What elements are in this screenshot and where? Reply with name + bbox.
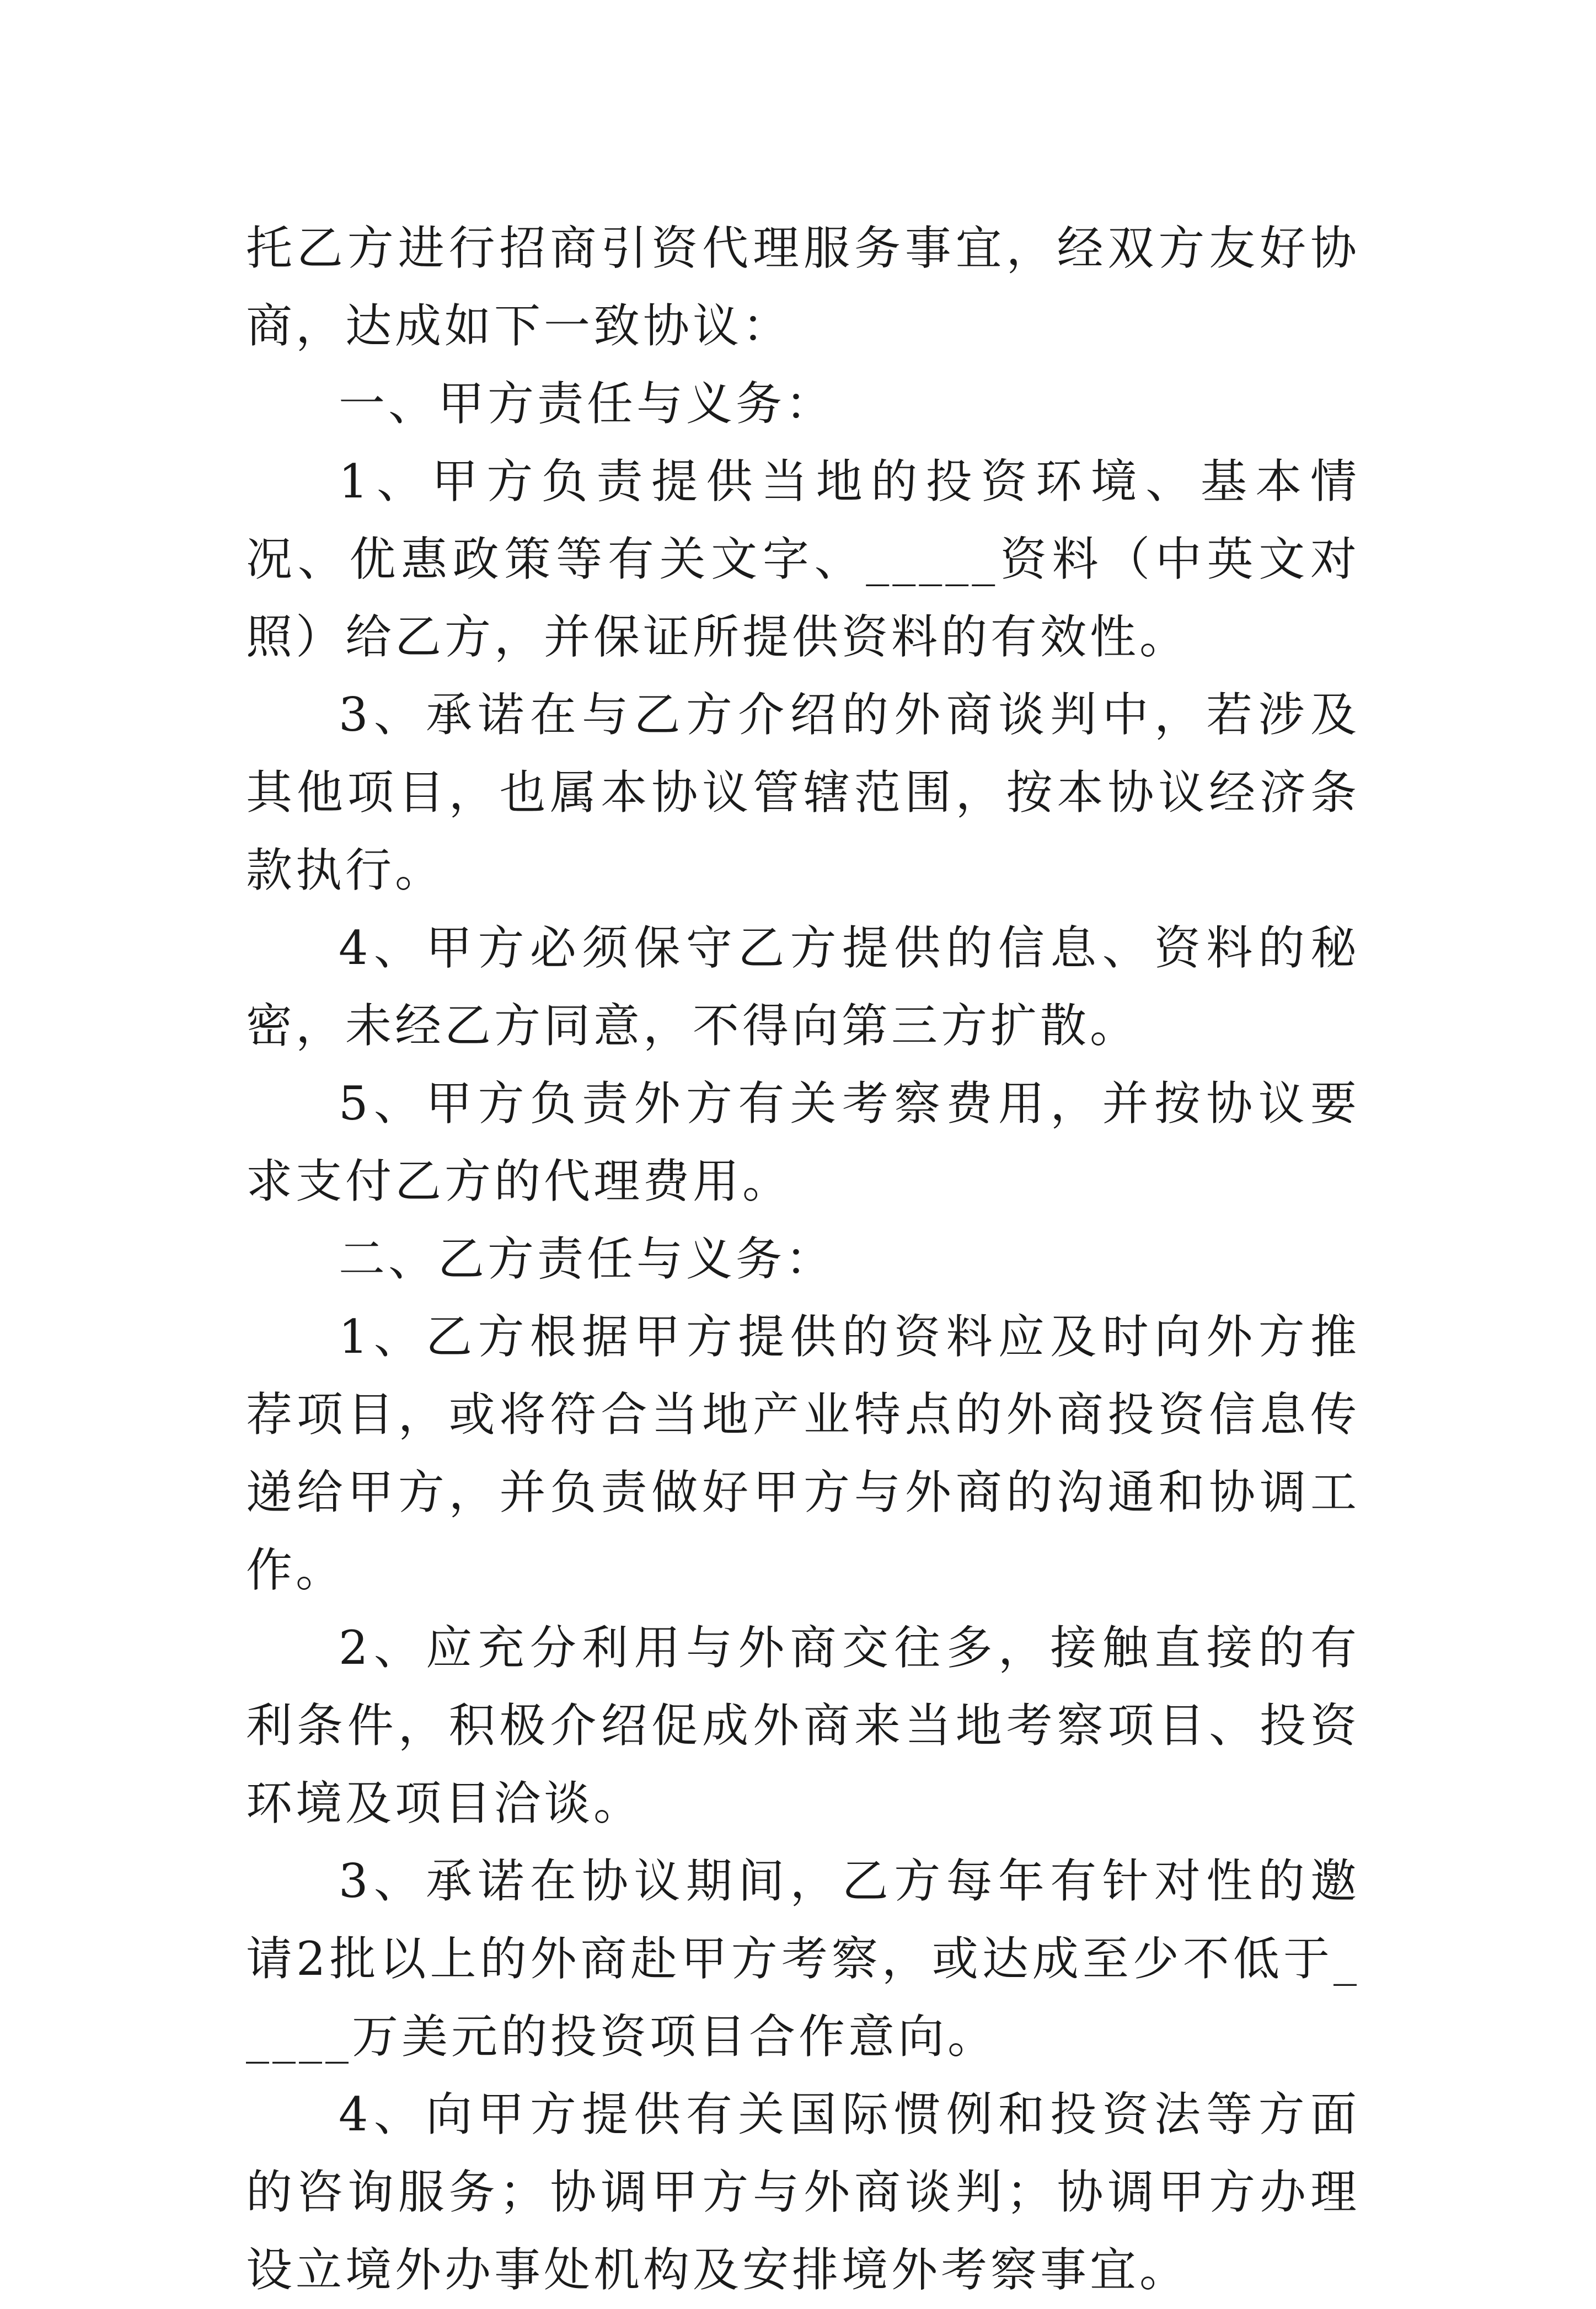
party-b-clause-2: 2、应充分利用与外商交往多，接触直接的有利条件，积极介绍促成外商来当地考察项目、投资环境及项目洽谈。	[246, 1621, 1360, 1830]
party-b-clause-4: 4、向甲方提供有关国际惯例和投资法等方面的咨询服务；协调甲方与外商谈判；协调甲方办理设立境外办事处机构及安排境外考察事宜。	[246, 2087, 1360, 2297]
party-b-clause-3: 3、承诺在协议期间，乙方每年有针对性的邀请2批以上的外商赴甲方考察，或达成至少不低于_____万美元的投资项目合作意向。	[246, 1854, 1360, 2064]
section-heading-party-a: 一、甲方责任与义务：	[339, 377, 836, 431]
section-heading-party-b: 二、乙方责任与义务：	[339, 1232, 836, 1286]
party-a-clause-4: 4、甲方必须保守乙方提供的信息、资料的秘密，未经乙方同意，不得向第三方扩散。	[246, 921, 1360, 1053]
party-a-clause-1: 1、甲方负责提供当地的投资环境、基本情况、优惠政策等有关文字、_____资料（中英文对照）给乙方，并保证所提供资料的有效性。	[246, 454, 1360, 664]
party-a-clause-5: 5、甲方负责外方有关考察费用，并按协议要求支付乙方的代理费用。	[246, 1076, 1360, 1208]
party-b-clause-1: 1、乙方根据甲方提供的资料应及时向外方推荐项目，或将符合当地产业特点的外商投资信息传递给甲方，并负责做好甲方与外商的沟通和协调工作。	[246, 1310, 1360, 1597]
paragraph-intro: 托乙方进行招商引资代理服务事宜，经双方友好协商，达成如下一致协议：	[246, 221, 1360, 353]
party-a-clause-3: 3、承诺在与乙方介绍的外商谈判中，若涉及其他项目，也属本协议管辖范围，按本协议经济条款执行。	[246, 688, 1360, 897]
document-body	[246, 210, 1360, 2309]
